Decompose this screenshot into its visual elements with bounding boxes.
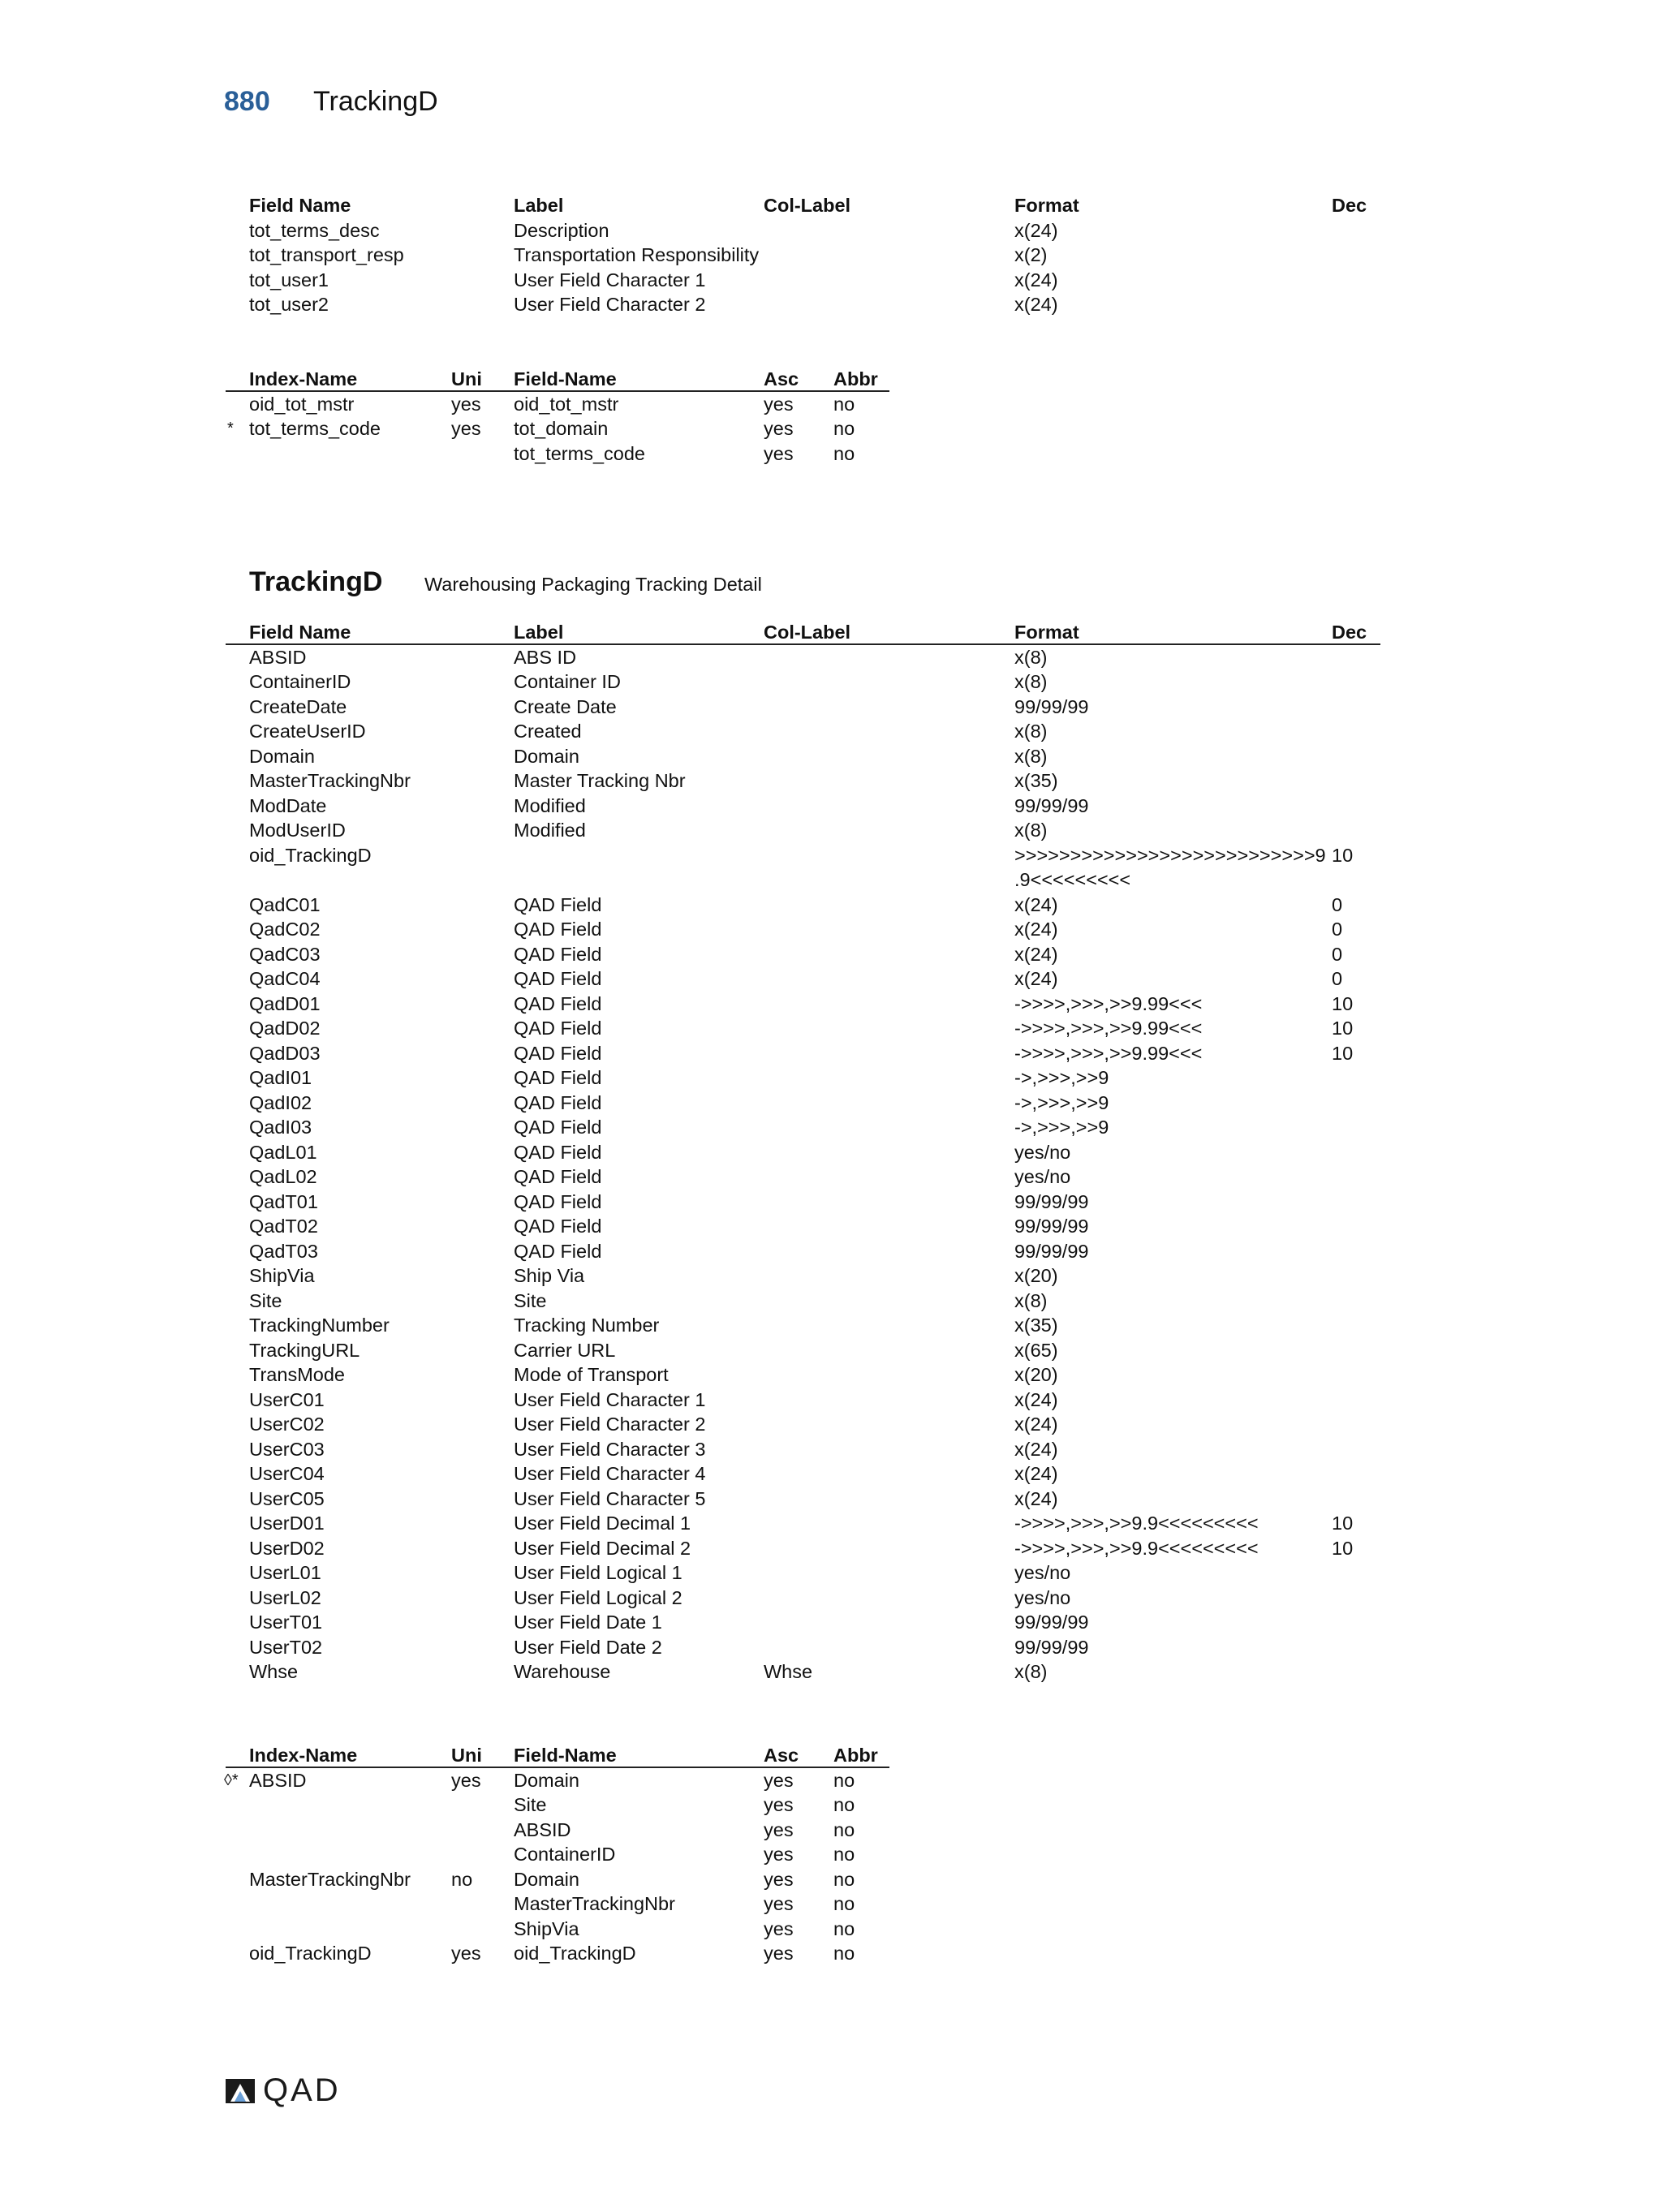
field-format: ->,>>>,>>9: [1014, 1117, 1109, 1138]
field-format: x(8): [1014, 820, 1048, 841]
field-name: tot_transport_resp: [249, 244, 404, 265]
field-dec: 10: [1332, 992, 1354, 1014]
table-title-block: [249, 566, 762, 598]
field-label: User Field Logical 1: [514, 1562, 682, 1583]
field-label: QAD Field: [514, 943, 602, 965]
field-name: UserL01: [249, 1562, 321, 1583]
index-field-name: tot_domain: [514, 418, 609, 439]
field-format: 99/99/99: [1014, 1240, 1089, 1262]
field-name: UserL02: [249, 1586, 321, 1608]
field-name: ShipVia: [249, 1265, 315, 1286]
index-ascending: yes: [764, 418, 794, 439]
field-format: yes/no: [1014, 1562, 1071, 1583]
field-format: 99/99/99: [1014, 1190, 1089, 1212]
field-format: ->,>>>,>>9: [1014, 1067, 1109, 1088]
qad-logo-icon: [224, 2077, 256, 2105]
field-label: User Field Date 1: [514, 1612, 662, 1633]
field-format: yes/no: [1014, 1586, 1071, 1608]
field-name: UserC01: [249, 1388, 325, 1410]
index-field-name: oid_TrackingD: [514, 1943, 636, 1964]
index-unique: yes: [451, 1943, 481, 1964]
field-name: TrackingNumber: [249, 1315, 390, 1336]
field-label: QAD Field: [514, 1240, 602, 1262]
field-format: ->>>>,>>>,>>9.9<<<<<<<<<: [1014, 1513, 1259, 1534]
field-name: QadD03: [249, 1042, 321, 1064]
field-name: QadC04: [249, 968, 321, 989]
index-name: oid_tot_mstr: [249, 393, 355, 415]
index-ascending: yes: [764, 1943, 794, 1964]
field-name: UserT01: [249, 1612, 323, 1633]
field-format: ->,>>>,>>9: [1014, 1091, 1109, 1113]
index-field-name: ContainerID: [514, 1844, 616, 1865]
field-format: ->>>>,>>>,>>9.9<<<<<<<<<: [1014, 1537, 1259, 1559]
index-name: ABSID: [249, 1769, 307, 1791]
field-format: x(2): [1014, 244, 1048, 265]
index-ascending: yes: [764, 1769, 794, 1791]
index-abbreviated: no: [833, 393, 855, 415]
field-format: x(24): [1014, 1388, 1058, 1410]
field-format: x(24): [1014, 1487, 1058, 1509]
index-field-name: oid_tot_mstr: [514, 393, 619, 415]
field-label: User Field Logical 2: [514, 1586, 682, 1608]
col-header-format: Format: [1014, 195, 1079, 216]
index-marker: *: [227, 420, 234, 437]
field-label: Container ID: [514, 671, 621, 692]
field-name: UserD01: [249, 1513, 325, 1534]
field-format: x(8): [1014, 745, 1048, 767]
field-format: 99/99/99: [1014, 1216, 1089, 1237]
field-format: x(24): [1014, 1463, 1058, 1484]
field-name: UserC05: [249, 1487, 325, 1509]
field-name: ABSID: [249, 646, 307, 668]
index-abbreviated: no: [833, 418, 855, 439]
field-label: Warehouse: [514, 1661, 611, 1682]
running-title: TrackingD: [313, 86, 438, 117]
index-abbreviated: no: [833, 1818, 855, 1840]
field-label: Created: [514, 721, 582, 742]
field-format: x(8): [1014, 721, 1048, 742]
field-label: User Field Character 5: [514, 1487, 706, 1509]
field-label: Modified: [514, 820, 586, 841]
field-dec: 0: [1332, 893, 1343, 915]
field-name: UserC03: [249, 1438, 325, 1460]
field-name: tot_user2: [249, 294, 329, 315]
field-name: TrackingURL: [249, 1339, 360, 1361]
field-label: QAD Field: [514, 968, 602, 989]
field-name: MasterTrackingNbr: [249, 770, 411, 791]
index-field-name: Site: [514, 1794, 547, 1815]
field-label: Transportation Responsibility: [514, 244, 760, 265]
col-header-asc: Asc: [764, 368, 799, 389]
field-format: 99/99/99: [1014, 1636, 1089, 1658]
field-name: Domain: [249, 745, 315, 767]
index-ascending: yes: [764, 1868, 794, 1890]
index-abbreviated: no: [833, 1794, 855, 1815]
field-dec: 10: [1332, 1537, 1354, 1559]
index-abbreviated: no: [833, 1917, 855, 1939]
field-dec: 0: [1332, 919, 1343, 940]
field-label: User Field Character 4: [514, 1463, 706, 1484]
field-name: QadD02: [249, 1018, 321, 1039]
col-header-field-name: Field Name: [249, 195, 351, 216]
field-format: x(24): [1014, 968, 1058, 989]
index-abbreviated: no: [833, 1893, 855, 1914]
field-format: 99/99/99: [1014, 695, 1089, 717]
field-dec: 0: [1332, 968, 1343, 989]
field-label: QAD Field: [514, 1141, 602, 1163]
index-abbreviated: no: [833, 1943, 855, 1964]
col-header-uni: Uni: [451, 368, 482, 389]
field-name: UserD02: [249, 1537, 325, 1559]
field-label: QAD Field: [514, 1166, 602, 1187]
field-name: Site: [249, 1289, 282, 1311]
index-abbreviated: no: [833, 1769, 855, 1791]
col-header-field-name: Field-Name: [514, 1745, 617, 1766]
field-name: QadL02: [249, 1166, 317, 1187]
field-format: x(8): [1014, 1289, 1048, 1311]
table-title: TrackingD: [249, 566, 383, 597]
index-unique: yes: [451, 1769, 481, 1791]
field-format: x(24): [1014, 269, 1058, 290]
field-label: QAD Field: [514, 919, 602, 940]
field-format: x(65): [1014, 1339, 1058, 1361]
field-dec: 10: [1332, 1513, 1354, 1534]
field-dec: 10: [1332, 1042, 1354, 1064]
field-format: x(24): [1014, 1414, 1058, 1435]
field-label: QAD Field: [514, 1091, 602, 1113]
field-name: oid_TrackingD: [249, 844, 372, 866]
field-name: QadI02: [249, 1091, 312, 1113]
header-rule: [226, 643, 1380, 645]
field-name: Whse: [249, 1661, 299, 1682]
field-name: ModDate: [249, 794, 327, 816]
field-label: User Field Decimal 2: [514, 1537, 691, 1559]
field-format: x(24): [1014, 1438, 1058, 1460]
field-format: x(8): [1014, 1661, 1048, 1682]
field-label: User Field Decimal 1: [514, 1513, 691, 1534]
field-format: x(35): [1014, 1315, 1058, 1336]
field-name: ModUserID: [249, 820, 346, 841]
field-name: QadC01: [249, 893, 321, 915]
field-format: x(35): [1014, 770, 1058, 791]
field-label: Modified: [514, 794, 586, 816]
field-name: CreateUserID: [249, 721, 366, 742]
field-name: ContainerID: [249, 671, 351, 692]
col-header-abbr: Abbr: [833, 1745, 878, 1766]
page-number: 880: [224, 86, 270, 117]
index-abbreviated: no: [833, 1868, 855, 1890]
field-label: Carrier URL: [514, 1339, 616, 1361]
field-format: .9<<<<<<<<<: [1014, 869, 1131, 890]
field-format: >>>>>>>>>>>>>>>>>>>>>>>>>>>9: [1014, 844, 1326, 866]
field-format: x(8): [1014, 646, 1048, 668]
field-name: UserT02: [249, 1636, 323, 1658]
field-dec: 0: [1332, 943, 1343, 965]
field-label: User Field Character 2: [514, 1414, 706, 1435]
field-name: QadT02: [249, 1216, 318, 1237]
field-name: QadT01: [249, 1190, 318, 1212]
index-field-name: Domain: [514, 1868, 579, 1890]
index-field-name: MasterTrackingNbr: [514, 1893, 675, 1914]
field-label: QAD Field: [514, 1018, 602, 1039]
col-header-dec: Dec: [1332, 622, 1367, 643]
col-header-field-name: Field Name: [249, 622, 351, 643]
index-abbreviated: no: [833, 1844, 855, 1865]
col-header-format: Format: [1014, 622, 1079, 643]
field-label: Mode of Transport: [514, 1364, 669, 1385]
field-format: x(24): [1014, 919, 1058, 940]
field-label: Ship Via: [514, 1265, 585, 1286]
index-name: oid_TrackingD: [249, 1943, 372, 1964]
col-header-label: Label: [514, 622, 564, 643]
col-header-dec: Dec: [1332, 195, 1367, 216]
field-label: User Field Character 3: [514, 1438, 706, 1460]
field-format: 99/99/99: [1014, 794, 1089, 816]
col-header-index-name: Index-Name: [249, 368, 358, 389]
field-label: User Field Character 1: [514, 269, 706, 290]
field-format: x(20): [1014, 1265, 1058, 1286]
field-format: x(20): [1014, 1364, 1058, 1385]
field-label: QAD Field: [514, 992, 602, 1014]
field-name: QadI03: [249, 1117, 312, 1138]
field-label: QAD Field: [514, 1190, 602, 1212]
col-header-field-name: Field-Name: [514, 368, 617, 389]
table-description: Warehousing Packaging Tracking Detail: [424, 574, 762, 595]
field-label: Master Tracking Nbr: [514, 770, 686, 791]
field-name: QadC02: [249, 919, 321, 940]
field-format: ->>>>,>>>,>>9.99<<<: [1014, 992, 1203, 1014]
index-name: tot_terms_code: [249, 418, 381, 439]
index-ascending: yes: [764, 1844, 794, 1865]
field-label: Domain: [514, 745, 579, 767]
logo-text: QAD: [263, 2072, 341, 2108]
index-ascending: yes: [764, 1794, 794, 1815]
index-ascending: yes: [764, 1917, 794, 1939]
col-header-col-label: Col-Label: [764, 622, 851, 643]
field-format: x(24): [1014, 294, 1058, 315]
field-name: QadL01: [249, 1141, 317, 1163]
field-label: QAD Field: [514, 1216, 602, 1237]
field-name: UserC04: [249, 1463, 325, 1484]
field-dec: 10: [1332, 1018, 1354, 1039]
index-field-name: Domain: [514, 1769, 579, 1791]
index-unique: yes: [451, 393, 481, 415]
col-header-abbr: Abbr: [833, 368, 878, 389]
field-name: UserC02: [249, 1414, 325, 1435]
col-header-label: Label: [514, 195, 564, 216]
field-format: yes/no: [1014, 1141, 1071, 1163]
field-col-label: Whse: [764, 1661, 813, 1682]
field-name: tot_terms_desc: [249, 219, 380, 241]
field-label: User Field Character 1: [514, 1388, 706, 1410]
field-name: TransMode: [249, 1364, 345, 1385]
field-name: QadD01: [249, 992, 321, 1014]
field-name: QadI01: [249, 1067, 312, 1088]
index-unique: no: [451, 1868, 473, 1890]
field-label: Description: [514, 219, 609, 241]
field-format: x(24): [1014, 943, 1058, 965]
field-label: Create Date: [514, 695, 617, 717]
col-header-uni: Uni: [451, 1745, 482, 1766]
index-ascending: yes: [764, 1893, 794, 1914]
col-header-col-label: Col-Label: [764, 195, 851, 216]
col-header-asc: Asc: [764, 1745, 799, 1766]
field-label: QAD Field: [514, 893, 602, 915]
field-name: tot_user1: [249, 269, 329, 290]
field-label: Tracking Number: [514, 1315, 660, 1336]
field-format: x(24): [1014, 893, 1058, 915]
index-field-name: ABSID: [514, 1818, 571, 1840]
field-format: 99/99/99: [1014, 1612, 1089, 1633]
index-ascending: yes: [764, 393, 794, 415]
field-label: User Field Character 2: [514, 294, 706, 315]
qad-logo: [224, 2072, 341, 2109]
field-format: yes/no: [1014, 1166, 1071, 1187]
page-header: [224, 86, 438, 127]
field-format: x(24): [1014, 219, 1058, 241]
field-format: x(8): [1014, 671, 1048, 692]
field-format: ->>>>,>>>,>>9.99<<<: [1014, 1018, 1203, 1039]
col-header-index-name: Index-Name: [249, 1745, 358, 1766]
field-label: ABS ID: [514, 646, 577, 668]
index-field-name: ShipVia: [514, 1917, 579, 1939]
index-ascending: yes: [764, 1818, 794, 1840]
field-format: ->>>>,>>>,>>9.99<<<: [1014, 1042, 1203, 1064]
index-marker: ◊*: [224, 1771, 239, 1789]
field-name: QadT03: [249, 1240, 318, 1262]
field-label: Site: [514, 1289, 547, 1311]
field-label: User Field Date 2: [514, 1636, 662, 1658]
index-field-name: tot_terms_code: [514, 442, 645, 464]
field-name: CreateDate: [249, 695, 347, 717]
index-unique: yes: [451, 418, 481, 439]
index-ascending: yes: [764, 442, 794, 464]
field-name: QadC03: [249, 943, 321, 965]
field-dec: 10: [1332, 844, 1354, 866]
field-label: QAD Field: [514, 1117, 602, 1138]
field-label: QAD Field: [514, 1067, 602, 1088]
field-label: QAD Field: [514, 1042, 602, 1064]
index-name: MasterTrackingNbr: [249, 1868, 411, 1890]
index-abbreviated: no: [833, 442, 855, 464]
